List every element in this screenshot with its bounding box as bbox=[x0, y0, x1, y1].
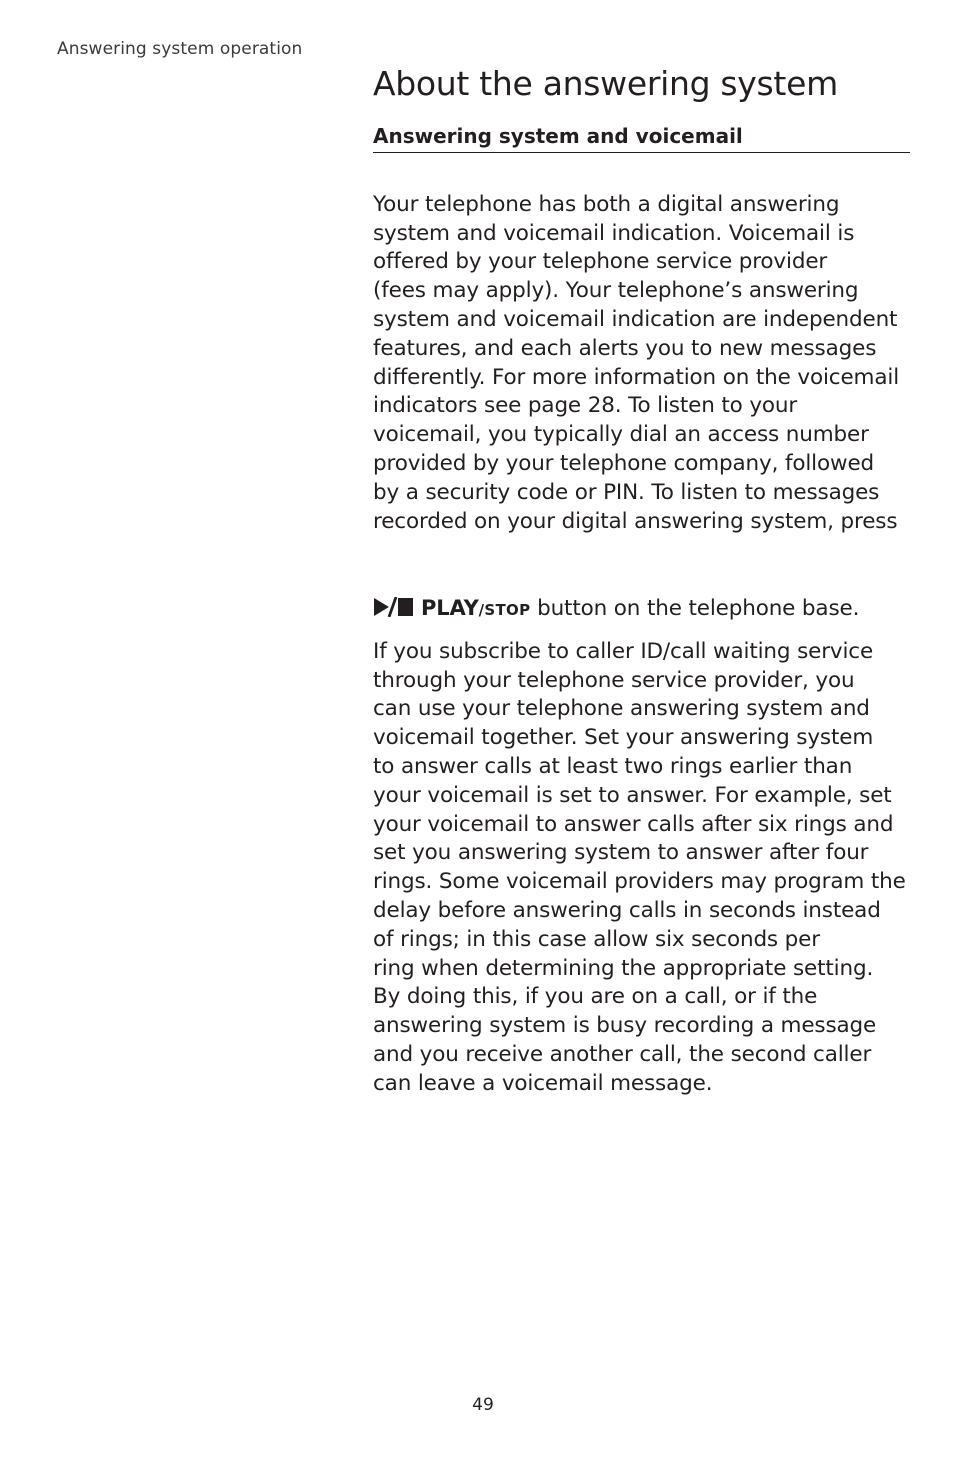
paragraph-answering-voicemail bbox=[373, 162, 913, 626]
play-stop-button-reference bbox=[373, 596, 859, 621]
section-heading: Answering system and voicemail bbox=[373, 123, 910, 153]
paragraph-caller-id: If you subscribe to caller ID/call waiting service through your telephone service provider, you can use your telephone answering system and voicemail together. Set your answering system to answer calls at least two rings earlier than your voicemail is set to answer. For example, set your voicemail to answer calls after six rings and set you answering system to answer after four rings. Some voicemail providers may program the delay before answering calls in seconds instead of rings; in this case allow six seconds per ring when determining the appropriate setting. By doing this, if you are on a call, or if the answering system is busy recording a message and you receive another call, the second caller can leave a voicemail message. bbox=[373, 638, 906, 1096]
play-stop-suffix: button on the telephone base. bbox=[530, 595, 860, 621]
main-content bbox=[373, 64, 913, 1099]
page-number: 49 bbox=[472, 1395, 494, 1415]
stop-label: /STOP bbox=[478, 600, 531, 619]
page-title: About the answering system bbox=[373, 64, 838, 103]
play-label: PLAY bbox=[421, 595, 479, 620]
play-stop-icon bbox=[373, 597, 415, 626]
paragraph-1-text: Your telephone has both a digital answering system and voicemail indication. Voicemail is offered by your telephone service provider (fees may apply). Your telephone’s answering system and voicemail indication are independent features, and each alerts you to new messages differently. For more information on the voicemail indicators see page 28. To listen to your voicemail, you typically dial an access number provided by your telephone company, followed by a security code or PIN. To listen to messages recorded on your digital answering system, press bbox=[373, 191, 900, 534]
running-head: Answering system operation bbox=[57, 39, 303, 59]
